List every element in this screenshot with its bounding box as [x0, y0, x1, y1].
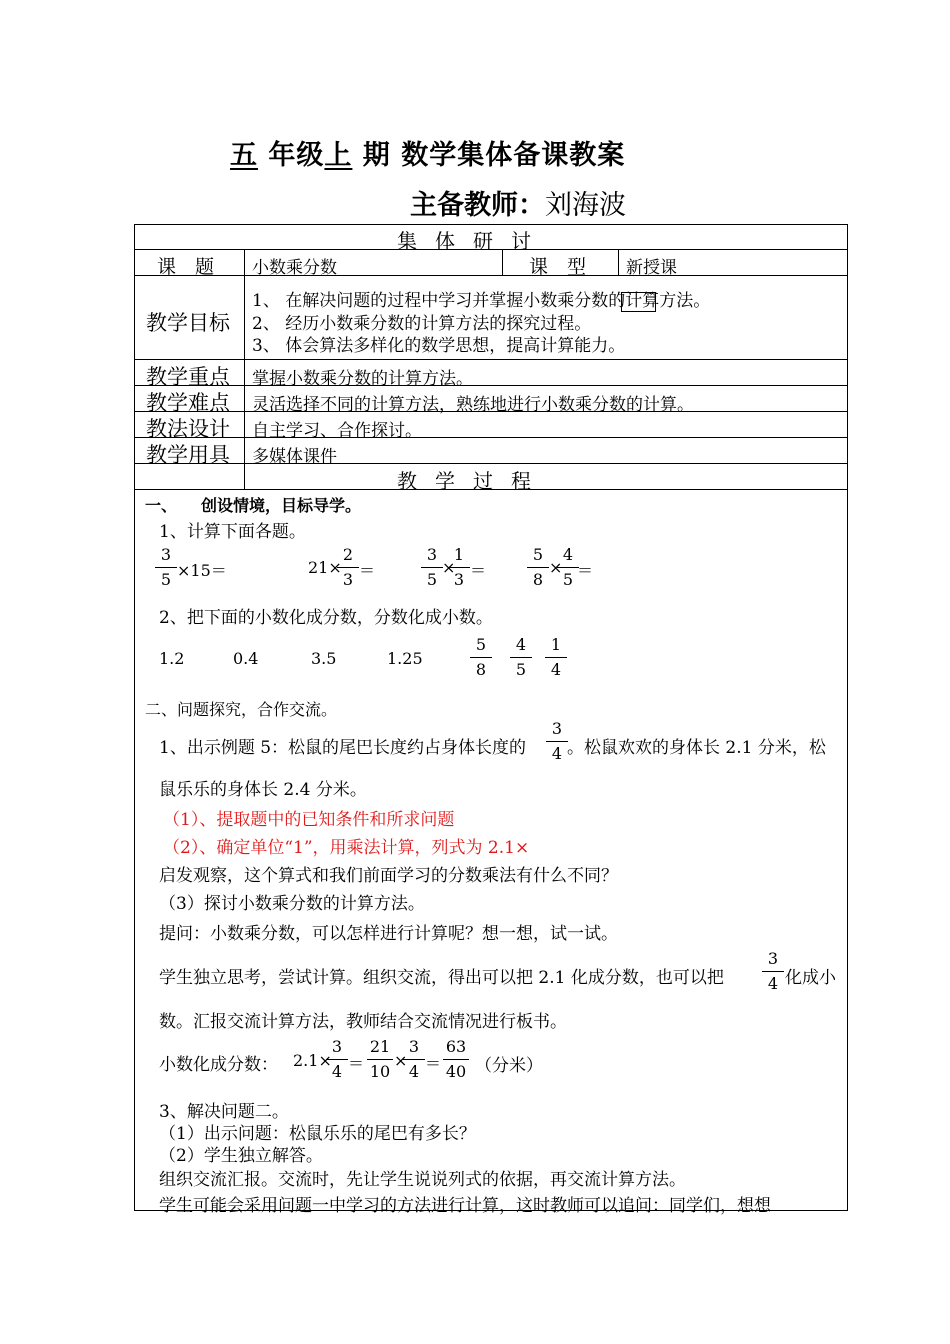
example-line: 鼠乐乐的身体长 2.4 分米。	[159, 780, 367, 800]
goal-item: 3、 体会算法多样化的数学思想，提高计算能力。	[252, 336, 626, 356]
body-line: 学生可能会采用问题一中学习的方法进行计算，这时教师可以追问：同学们，想想	[159, 1196, 771, 1216]
fraction: 5 8	[527, 545, 549, 590]
key-label: 教学重点	[146, 365, 230, 389]
teacher-name: 刘海波	[545, 190, 626, 221]
decimal: 0.4	[233, 649, 259, 668]
calc-text: ＝	[470, 561, 487, 580]
calc-text: 21×	[308, 558, 342, 577]
tools-label: 教学用具	[146, 443, 230, 467]
fraction: 3 4	[403, 1037, 425, 1082]
key-value: 掌握小数乘分数的计算方法。	[252, 369, 473, 389]
fraction: 21 10	[367, 1037, 393, 1082]
calc-text: ×	[442, 558, 456, 577]
decimal: 3.5	[311, 649, 337, 668]
body-line: （2）学生独立解答。	[159, 1146, 323, 1166]
task-1: 1、计算下面各题。	[159, 522, 306, 542]
body-line: 数。汇报交流计算方法，教师结合交流情况进行板书。	[159, 1012, 567, 1032]
body-line: （3）探讨小数乘分数的计算方法。	[159, 894, 425, 914]
calc-text: ＝	[359, 561, 376, 580]
section-header-process: 教学过程	[397, 469, 549, 493]
tools-value: 多媒体课件	[252, 447, 337, 467]
goal-item: 1、 在解决问题的过程中学习并掌握小数乘分数的计算方法。	[252, 291, 711, 311]
fraction: 3 5	[421, 545, 443, 590]
fraction: 3 5	[155, 545, 177, 590]
calc-text: ＝	[425, 1054, 442, 1073]
teacher-label: 主备教师：	[410, 190, 545, 221]
fraction: 3 4	[762, 949, 784, 994]
section-header-discussion: 集体研讨	[397, 229, 549, 253]
red-step: （1）、提取题中的已知条件和所求问题	[163, 810, 455, 830]
task-2: 2、把下面的小数化成分数，分数化成小数。	[159, 608, 493, 628]
body-line: 化成小	[785, 968, 836, 988]
title-part: 年级	[258, 140, 325, 171]
page-title	[230, 133, 625, 172]
fraction: 1 3	[448, 545, 470, 590]
body-line: 提问：小数乘分数，可以怎样进行计算呢？想一想，试一试。	[159, 924, 618, 944]
calc-text: ×15＝	[177, 561, 227, 580]
calc-text: 2.1×	[293, 1051, 332, 1070]
calc-text: ×	[394, 1051, 408, 1070]
goal-item: 2、 经历小数乘分数的计算方法的探究过程。	[252, 314, 592, 334]
difficulty-value: 灵活选择不同的计算方法，熟练地进行小数乘分数的计算。	[252, 395, 694, 415]
conversion-label: 小数化成分数：	[159, 1055, 278, 1075]
decimal: 1.2	[159, 649, 185, 668]
fraction: 4 5	[510, 635, 532, 680]
section-one-heading: 一、 创设情境，目标导学。	[145, 496, 362, 515]
calc-text: ＝	[577, 561, 594, 580]
body-line: 3、解决问题二。	[159, 1102, 289, 1122]
fraction: 1 4	[545, 635, 567, 680]
calc-text: ＝	[348, 1054, 365, 1073]
method-value: 自主学习、合作探讨。	[252, 421, 422, 441]
body-line: 启发观察，这个算式和我们前面学习的分数乘法有什么不同？	[159, 866, 618, 886]
lesson-table	[134, 224, 848, 1216]
body-line: （1）出示问题：松鼠乐乐的尾巴有多长？	[159, 1124, 476, 1144]
decimal: 1.25	[387, 649, 423, 668]
teacher-line	[410, 183, 626, 222]
section-two-heading: 二、问题探究，合作交流。	[145, 700, 338, 719]
body-line: 组织交流汇报。交流时，先让学生说说列式的依据，再交流计算方法。	[159, 1170, 686, 1190]
fraction: 63 40	[443, 1037, 469, 1082]
example-line: 1、出示例题 5：松鼠的尾巴长度约占身体长度的	[159, 738, 527, 758]
fraction: 5 8	[470, 635, 492, 680]
topic-value: 小数乘分数	[252, 258, 337, 278]
title-grade: 五	[230, 140, 258, 171]
type-value: 新授课	[626, 258, 677, 278]
unit-text: （分米）	[475, 1056, 543, 1076]
fraction: 3 4	[546, 719, 568, 764]
example-line: 。松鼠欢欢的身体长 2.1 分米，松	[567, 738, 826, 758]
fraction: 3 4	[326, 1037, 348, 1082]
difficulty-label: 教学难点	[146, 391, 230, 415]
title-term: 上	[324, 140, 353, 171]
calc-text: ×	[549, 558, 563, 577]
fraction: 2 3	[337, 545, 359, 590]
red-step: （2）、确定单位“1”，用乘法计算，列式为 2.1×	[163, 838, 530, 858]
method-label: 教法设计	[146, 417, 230, 441]
fraction: 4 5	[557, 545, 579, 590]
goals-label: 教学目标	[146, 311, 230, 335]
topic-label: 课 题	[157, 256, 215, 278]
title-part: 期	[352, 140, 391, 171]
type-label: 课 型	[529, 256, 587, 278]
text-box-shape	[621, 292, 656, 312]
title-subject: 数学集体备课教案	[390, 140, 626, 171]
body-line: 学生独立思考，尝试计算。组织交流，得出可以把 2.1 化成分数，也可以把	[159, 968, 724, 988]
